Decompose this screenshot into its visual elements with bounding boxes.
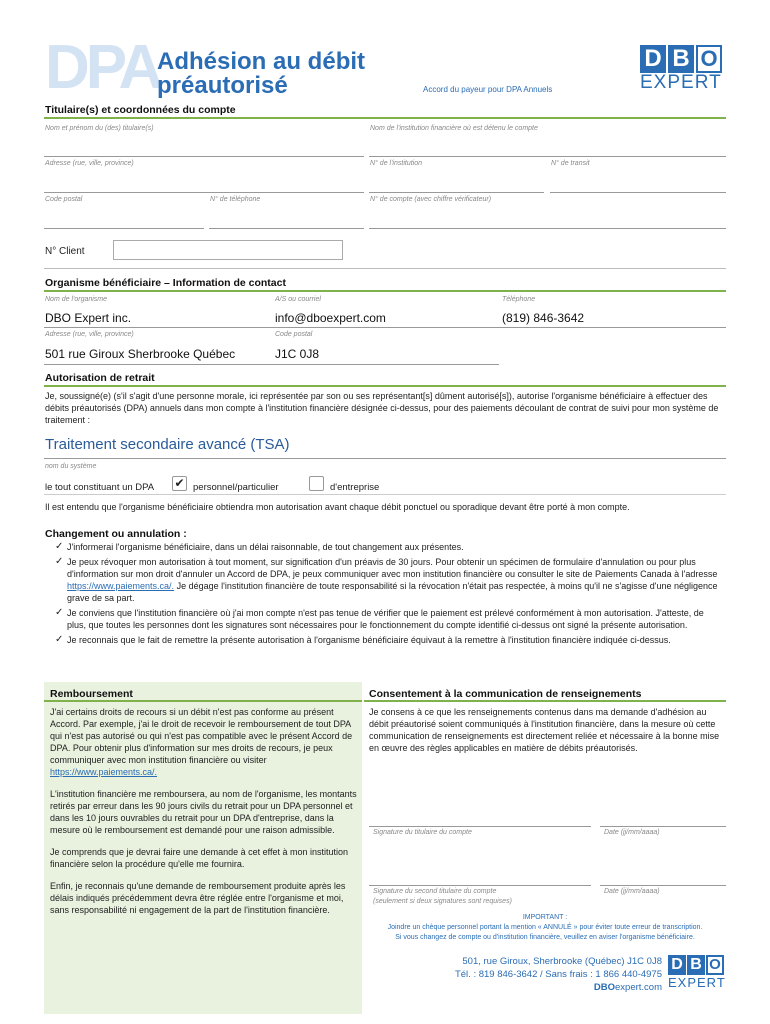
authorization-section-title: Autorisation de retrait: [45, 372, 155, 384]
org-email-value[interactable]: info@dboexpert.com: [275, 311, 386, 325]
date-2-field[interactable]: [600, 885, 726, 886]
org-email-label: A/S ou courriel: [275, 296, 321, 303]
personal-label: personnel/particulier: [193, 482, 279, 493]
org-name-value[interactable]: DBO Expert inc.: [45, 311, 132, 325]
org-address-value[interactable]: 501 rue Giroux Sherbrooke Québec: [45, 347, 236, 361]
institution-name-label: Nom de l'institution financière où est détenu le compte: [370, 125, 538, 132]
dpa-type-line: [44, 494, 726, 495]
footer-logo-letter-o: O: [706, 955, 724, 975]
personal-checkbox[interactable]: ✔: [172, 476, 187, 491]
date-1-field[interactable]: [600, 826, 726, 827]
check-icon: ✓: [55, 541, 64, 552]
date-1-label: Date (jj/mm/aaaa): [604, 829, 660, 836]
holder-section-rule: [44, 117, 726, 119]
authorization-text: Je, soussigné(e) (s'il s'agit d'une personne morale, ici représentée par son ou ses représentant[s] dûment autorisé[s]), autorise l'organisme bénéficiaire à effectuer des débits préautorisés (DPA) annuels dans mon compte à l'institution financière désignée ci-dessus, pour des paiements découlant de contrat de suivi pour mon système de traitement :: [45, 391, 719, 425]
institution-number-label: N° de l'institution: [370, 160, 422, 167]
holder-section-title: Titulaire(s) et coordonnées du compte: [45, 104, 236, 116]
org-address-label: Adresse (rue, ville, province): [45, 331, 134, 338]
holder-address-field[interactable]: [44, 192, 364, 193]
change-item: ✓ J'informerai l'organisme bénéficiaire, dans un délai raisonnable, de tout changement aux présentes.: [55, 541, 464, 552]
refund-section-title: Remboursement: [50, 688, 133, 700]
dbo-expert-logo: [640, 45, 724, 95]
beneficiary-section-rule: [44, 290, 726, 292]
holder-name-label: Nom et prénom du (des) titulaire(s): [45, 125, 154, 132]
system-name-value[interactable]: Traitement secondaire avancé (TSA): [45, 436, 290, 453]
transit-number-label: N° de transit: [551, 160, 590, 167]
header: [0, 0, 770, 100]
changes-list: [55, 541, 725, 649]
logo-letter-d: D: [640, 45, 666, 73]
form-title-line2: préautorisé: [157, 72, 288, 99]
form-title-line1: Adhésion au débit: [157, 48, 366, 75]
footer-logo-letter-d: D: [668, 955, 686, 975]
footer-logo-letter-b: B: [687, 955, 705, 975]
authorization-section-rule: [44, 385, 726, 387]
org-postal-label: Code postal: [275, 331, 313, 338]
business-checkbox[interactable]: [309, 476, 324, 491]
footer-logo-text-expert: EXPERT: [668, 975, 726, 990]
signature-2-label: Signature du second titulaire du compte: [373, 888, 497, 895]
dpa-type-text: le tout constituant un DPA: [45, 482, 155, 493]
logo-letter-o: O: [696, 45, 722, 73]
institution-name-field[interactable]: [369, 156, 726, 157]
system-name-line: [44, 458, 726, 459]
refund-text: [50, 706, 358, 916]
footer-dbo-expert-logo: [668, 955, 726, 995]
signature-1-field[interactable]: [369, 826, 591, 827]
refund-section-rule: [44, 700, 362, 702]
consent-section-title: Consentement à la communication de renseignements: [369, 688, 642, 700]
footer-phone: Tél. : 819 846-3642 / Sans frais : 1 866 440-4975: [454, 969, 662, 980]
holder-name-field[interactable]: [44, 156, 364, 157]
holder-phone-field[interactable]: [209, 228, 364, 229]
holder-address-label: Adresse (rue, ville, province): [45, 160, 134, 167]
org-row-line: [44, 327, 726, 328]
signature-2-sublabel: (seulement si deux signatures sont requises): [373, 898, 512, 905]
org-phone-label: Téléphone: [502, 296, 536, 303]
client-number-input[interactable]: [113, 240, 343, 260]
refund-paragraph-1: J'ai certains droits de recours si un débit n'est pas conforme au présent Accord. Par exemple, j'ai le droit de recevoir le remboursement de tout DPA qui n'est pas autorisé ou qui n'est pas compatible avec le présent Accord de DPA. Pour obtenir plus d'information sur mes droits de recours, je peux communiquer avec mon institution financière ou visiter https://www.paiements.ca/.: [50, 707, 353, 777]
change-item: ✓ Je reconnais que le fait de remettre la présente autorisation à l'organisme bénéficiaire équivaut à la remettre à l'institution financière indiquée ci-dessus.: [55, 634, 671, 645]
date-2-label: Date (jj/mm/aaaa): [604, 888, 660, 895]
org-address-line: [44, 364, 499, 365]
check-icon: ✓: [55, 634, 64, 645]
consent-text: Je consens à ce que les renseignements contenus dans ma demande d'adhésion au débit préautorisé soient communiqués à l'institution financière, dans la mesure où cette communication de renseignements est directement reliée et nécessaire à la bonne mise en œuvre des règles applicables en matière de débits préautorisés.: [369, 707, 720, 753]
org-phone-value[interactable]: (819) 846-3642: [502, 311, 585, 325]
signature-2-field[interactable]: [369, 885, 591, 886]
footer-contact: [380, 955, 662, 994]
account-number-field[interactable]: [369, 228, 726, 229]
account-number-label: N° de compte (avec chiffre vérificateur): [370, 196, 492, 203]
org-postal-value[interactable]: J1C 0J8: [275, 347, 320, 361]
paiements-link[interactable]: https://www.paiements.ca/.: [67, 581, 175, 591]
beneficiary-section-title: Organisme bénéficiaire – Information de contact: [45, 277, 286, 289]
dpa-watermark: DPA: [45, 33, 160, 102]
holder-phone-label: N° de téléphone: [210, 196, 261, 203]
important-line-2: Si vous changez de compte ou d'institution financière, veuillez en aviser l'organisme bénéficiaire.: [395, 934, 695, 941]
signature-1-label: Signature du titulaire du compte: [373, 829, 472, 836]
transit-number-field[interactable]: [550, 192, 726, 193]
footer-address: 501, rue Giroux, Sherbrooke (Québec) J1C 0J8: [462, 956, 662, 967]
logo-letter-b: B: [668, 45, 694, 73]
consent-section-rule: [364, 700, 726, 702]
holder-postal-field[interactable]: [44, 228, 204, 229]
important-title: IMPORTANT :: [522, 914, 568, 921]
important-notice: [364, 913, 726, 943]
client-section-divider: [44, 268, 726, 269]
refund-paragraph-4: Enfin, je reconnais qu'une demande de remboursement produite après les délais indiqués précédemment devra être réglée entre l'organisme et moi, sans responsabilité ni engagement de la part de l'institution financière.: [50, 881, 346, 915]
client-number-label: N° Client: [45, 246, 85, 257]
refund-paragraph-2: L'institution financière me remboursera, au nom de l'organisme, les montants retirés par erreur dans les 90 jours civils du retrait pour un DPA personnel et dans les 10 jours ouvrables du retrait pour un DPA d'entreprise, dans la mesure où le remboursement est demandé pour une raison admissible.: [50, 789, 357, 835]
refund-paragraph-3: Je comprends que je devrai faire une demande à cet effet à mon institution financière selon la procédure qu'elle me fournira.: [50, 847, 349, 869]
system-name-label: nom du système: [45, 463, 97, 470]
important-line-1: Joindre un chèque personnel portant la mention « ANNULÉ » pour éviter toute erreur de transcription.: [387, 924, 703, 931]
refund-paiements-link[interactable]: https://www.paiements.ca/.: [50, 767, 158, 777]
business-label: d'entreprise: [330, 482, 380, 493]
changes-section-title: Changement ou annulation :: [45, 528, 187, 540]
institution-number-field[interactable]: [369, 192, 544, 193]
check-icon: ✓: [55, 607, 64, 618]
holder-postal-label: Code postal: [45, 196, 83, 203]
change-item: ✓ Je peux révoquer mon autorisation à tout moment, sur signification d'un préavis de 30 jours. Pour obtenir un spécimen de formulaire d'annulation ou pour plus d'information sur mon droit d'annuler un Accord de DPA, je peux communiquer avec mon institution financière ou consulter le site de Paiements Canada à l'adresse https://www.paiements.ca/. Je dégage l'institution financière de toute responsabilité si la révocation n'était pas respectée, à moins qu'il ne s'agisse d'une négligence grave de sa part.: [55, 556, 718, 603]
change-item: ✓ Je conviens que l'institution financière où j'ai mon compte n'est pas tenue de vérifier que le paiement est prélevé conformément à mon autorisation. J'atteste, de plus, que toutes les personnes dont les signatures sont nécessaires pour le fonctionnement du compte identifié ci-dessus ont signé la présente autorisation.: [55, 607, 704, 630]
org-name-label: Nom de l'organisme: [45, 296, 108, 303]
footer-website[interactable]: DBOexpert.com: [593, 982, 662, 993]
authorization-notice: Il est entendu que l'organisme bénéficiaire obtiendra mon autorisation avant chaque débit ponctuel ou sporadique devant être porté à mon compte.: [45, 502, 630, 512]
form-subtitle: Accord du payeur pour DPA Annuels: [423, 85, 553, 94]
check-icon: ✓: [55, 556, 64, 567]
logo-text-expert: EXPERT: [640, 72, 722, 93]
